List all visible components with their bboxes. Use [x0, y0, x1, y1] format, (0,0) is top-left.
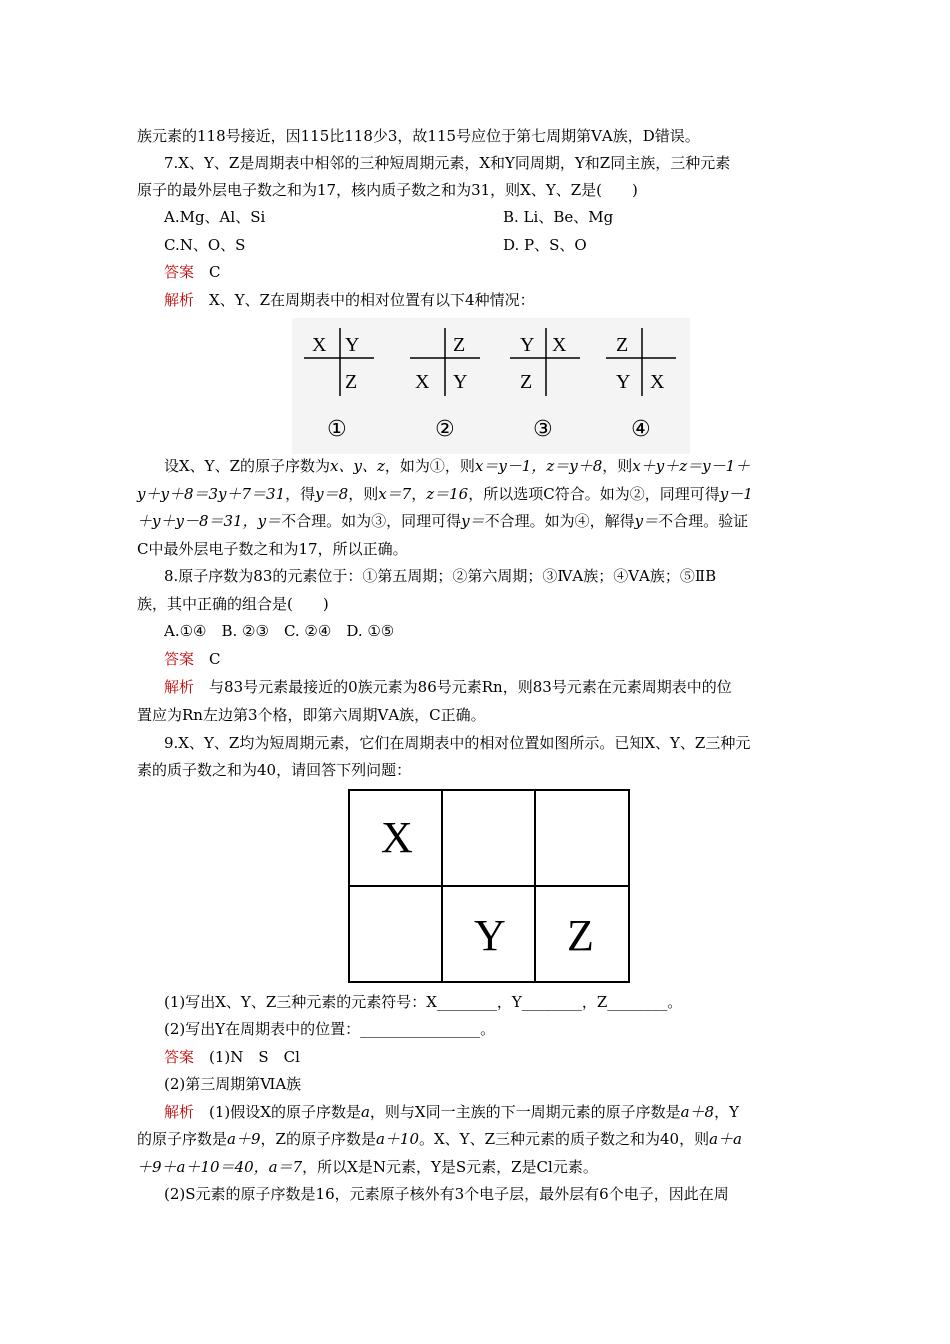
explanation-line-4: C中最外层电子数之和为17，所以正确。 — [137, 540, 408, 558]
option-c: C.N、O、S — [164, 236, 246, 254]
analysis-9: 解析 (1)假设X的原子序数是a，则与X同一主族的下一周期元素的原子序数是a＋8，Y — [164, 1103, 740, 1121]
question-8-line-1: 8.原子序数为83的元素位于：①第五周期；②第六周期；③ⅣA族；④ⅤA族；⑤ⅡB — [164, 567, 717, 585]
analysis-7 — [164, 290, 535, 310]
answer-label: 答案 — [164, 650, 195, 668]
analysis-8 — [164, 677, 732, 697]
explanation-line-2: y＋y＋8＝3y＋7＝31，得y＝8，则x＝7，z＝16，所以选项C符合。如为②，同理可得y－1 — [137, 485, 753, 503]
answer-9-line-2: (2)第三周期第ⅥA族 — [164, 1075, 302, 1093]
case3-z: Z — [520, 371, 533, 393]
case3-x: X — [552, 334, 567, 356]
case1-y: Y — [345, 334, 360, 356]
case2-z: Z — [453, 334, 466, 356]
option-b: B. Li、Be、Mg — [503, 208, 614, 226]
explanation-line-1: 设X、Y、Z的原子序数为x、y、z，如为①，则x＝y－1，z＝y＋8，则x＋y＋z＝y－1＋ — [164, 457, 751, 475]
question-7-line-1: 7.X、Y、Z是周期表中相邻的三种短周期元素，X和Y同周期，Y和Z同主族，三种元素 — [164, 154, 731, 172]
text-line: 族元素的118号接近，因115比118少3，故115号应位于第七周期第ⅤA族，D错误。 — [137, 127, 700, 145]
analysis-9-line-4: (2)S元素的原子序数是16，元素原子核外有3个电子层，最外层有6个电子，因此在周 — [164, 1185, 729, 1203]
case2-y: Y — [453, 371, 468, 393]
answer-label: 答案 — [164, 263, 195, 281]
question-8-line-2: 族，其中正确的组合是( ) — [137, 595, 329, 613]
question-9-line-1: 9.X、Y、Z均为短周期元素，它们在周期表中的相对位置如图所示。已知X、Y、Z三种元 — [164, 734, 751, 752]
explanation-line-3: ＋y＋y－8＝31，y＝不合理。如为③，同理可得y＝不合理。如为④，解得y＝不合理。验证 — [137, 512, 749, 530]
case4-label: ④ — [631, 417, 651, 442]
case2-label: ② — [435, 417, 455, 442]
question-9-sub-1: (1)写出X、Y、Z三种元素的元素符号：X________，Y________，Z________。 — [164, 993, 683, 1011]
answer-value: C — [209, 263, 221, 281]
case3-y: Y — [520, 334, 535, 356]
case1-label: ① — [327, 417, 347, 442]
analysis-label: 解析 — [164, 291, 195, 309]
analysis-label: 解析 — [164, 678, 195, 696]
question-8-options: A.①④ B. ②③ C. ②④ D. ①⑤ — [164, 622, 395, 640]
case1-z: Z — [345, 371, 358, 393]
analysis-label: 解析 — [164, 1103, 195, 1121]
grid-y: Y — [474, 911, 506, 960]
question-9-sub-2: (2)写出Y在周期表中的位置：________________。 — [164, 1020, 496, 1038]
case2-x: X — [415, 371, 430, 393]
analysis-text: 与83号元素最接近的0族元素为86号元素Rn，则83号元素在元素周期表中的位 — [209, 678, 732, 696]
option-d: D. P、S、O — [503, 236, 587, 254]
question-9-line-2: 素的质子数之和为40，请回答下列问题： — [137, 761, 412, 779]
case4-z: Z — [616, 334, 629, 356]
case4-x: X — [650, 371, 665, 393]
analysis-text: X、Y、Z在周期表中的相对位置有以下4种情况： — [209, 291, 535, 309]
answer-label: 答案 — [164, 1048, 195, 1066]
analysis-9-line-2: 的原子序数是a＋9，Z的原子序数是a＋10。X、Y、Z三种元素的质子数之和为40，则a＋a — [137, 1130, 742, 1148]
periodic-position-grid — [348, 789, 630, 983]
grid-x: X — [381, 813, 413, 862]
position-diagram-four-cases — [292, 318, 690, 454]
grid-z: Z — [567, 911, 594, 960]
case3-label: ③ — [533, 417, 553, 442]
answer-value: (1)N S Cl — [209, 1048, 300, 1066]
case4-y: Y — [616, 371, 631, 393]
question-7-line-2: 原子的最外层电子数之和为17，核内质子数之和为31，则X、Y、Z是( ) — [137, 181, 638, 199]
option-a: A.Mg、Al、Si — [164, 208, 266, 226]
answer-9 — [164, 1047, 300, 1067]
case1-x: X — [312, 334, 327, 356]
answer-value: C — [209, 650, 221, 668]
analysis-9-line-3: ＋9＋a＋10＝40，a＝7，所以X是N元素，Y是S元素，Z是Cl元素。 — [137, 1158, 598, 1176]
answer-8 — [164, 649, 221, 669]
answer-7 — [164, 262, 221, 282]
analysis-8-line-2: 置应为Rn左边第3个格，即第六周期ⅤA族，C正确。 — [137, 706, 486, 724]
